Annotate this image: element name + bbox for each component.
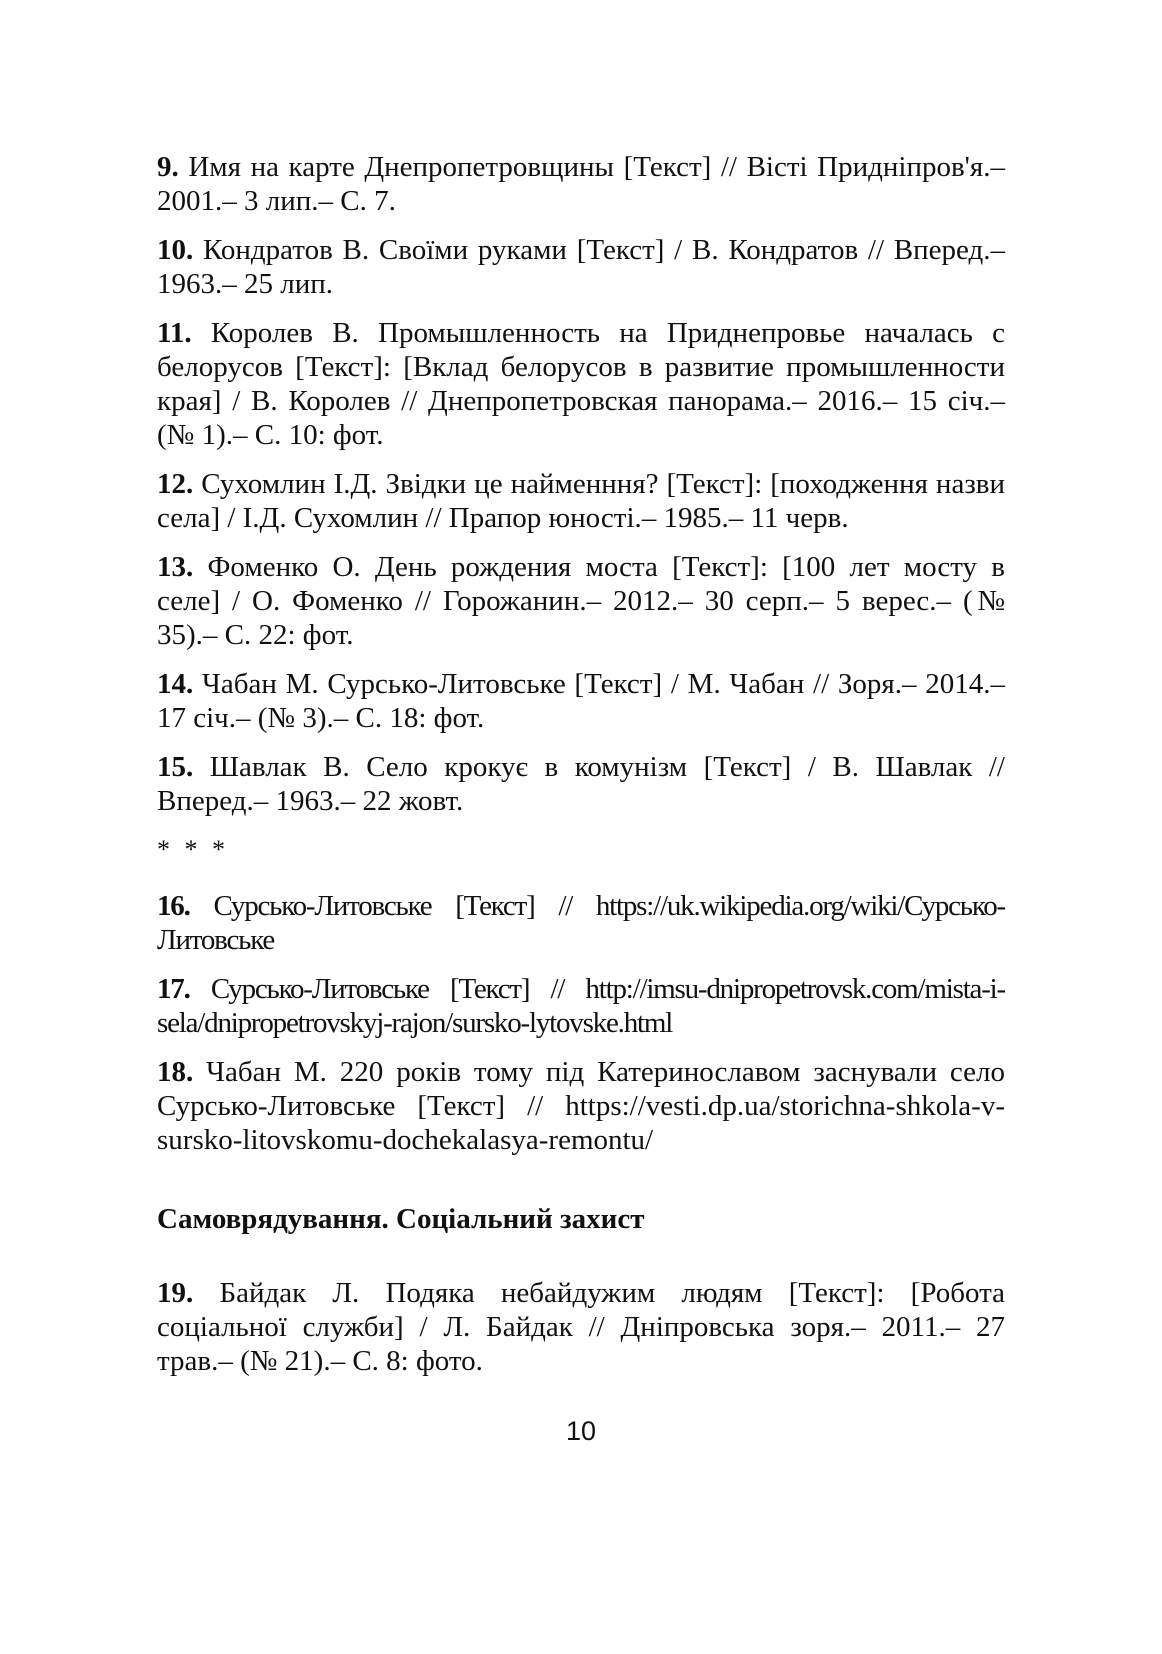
bibliography-entry-16 (157, 889, 1005, 957)
bibliography-entry-9 (157, 150, 1005, 218)
bibliography-entry-15 (157, 750, 1005, 818)
section-separator: * * * (157, 835, 229, 864)
entry-number: 13. (157, 551, 194, 583)
entry-number: 12. (157, 468, 194, 500)
entry-number: 10. (157, 234, 194, 266)
page-number: 10 (565, 1416, 597, 1446)
entry-text: Шавлак В. Село крокує в комунізм [Текст] / В. Шавлак // Вперед.– 1963.– 22 жовт. (157, 751, 1005, 817)
bibliography-entry-10 (157, 233, 1005, 301)
entry-text: Байдак Л. Подяка небайдужим людям [Текст]: [Робота соціальної служби] / Л. Байдак // Дніпровська зоря.– 2011.– 27 трав.– (№ 21).– С. 8: фото. (157, 1277, 1005, 1377)
entry-text: Имя на карте Днепропетровщины [Текст] // Вісті Придніпров'я.– 2001.– 3 лип.– С. 7. (157, 151, 1005, 217)
bibliography-entry-12 (157, 467, 1005, 535)
entry-text: Сурсько-Литовське [Текст] // http://imsu-dnipropetrovsk.com/mista-i-sela/dnipropetrovskyj-rajon/sursko-lytovske.html (157, 973, 1005, 1039)
entry-number: 16. (157, 890, 190, 922)
section-heading: Самоврядування. Соціальний захист (157, 1203, 645, 1235)
bibliography-entry-18 (157, 1055, 1005, 1157)
entry-number: 14. (157, 668, 194, 700)
entry-number: 19. (157, 1277, 194, 1309)
entry-number: 17. (157, 973, 190, 1005)
entry-text: Королев В. Промышленность на Приднепровье началась с белорусов [Текст]: [Вклад белорусов в развитие промышленности края] / В. Королев // Днепропетровская панорама.– 2016.– 15 січ.– (№ 1).– С. 10: фот. (157, 317, 1005, 451)
bibliography-entry-11 (157, 316, 1005, 452)
bibliography-entry-13 (157, 550, 1005, 652)
entry-text: Сухомлин І.Д. Звідки це найменння? [Текст]: [походження назви села] / І.Д. Сухомлин // Прапор юності.– 1985.– 11 черв. (157, 468, 1005, 534)
entry-number: 18. (157, 1056, 194, 1088)
entry-text: Чабан М. Сурсько-Литовське [Текст] / М. Чабан // Зоря.– 2014.– 17 січ.– (№ 3).– С. 18: фот. (157, 668, 1005, 734)
entry-text: Фоменко О. День рождения моста [Текст]: [100 лет мосту в селе] / О. Фоменко // Горожанин.– 2012.– 30 серп.– 5 верес.– (№ 35).– С. 22: фот. (157, 551, 1005, 651)
bibliography-entry-17 (157, 972, 1005, 1040)
entry-text: Кондратов В. Своїми руками [Текст] / В. Кондратов // Вперед.– 1963.– 25 лип. (157, 234, 1005, 300)
entry-number: 9. (157, 151, 179, 183)
entry-number: 11. (157, 317, 192, 349)
entry-text: Чабан М. 220 років тому під Катеринославом заснували село Сурсько-Литовське [Текст] // https://vesti.dp.ua/storichna-shkola-v-sursko-litovskomu-dochekalasya-remontu/ (157, 1056, 1005, 1156)
entry-number: 15. (157, 751, 194, 783)
bibliography-entry-14 (157, 667, 1005, 735)
bibliography-entry-19 (157, 1276, 1005, 1378)
bibliography-page (157, 150, 1005, 1393)
entry-text: Сурсько-Литовське [Текст] // https://uk.wikipedia.org/wiki/Сурсько-Литовське (157, 890, 1005, 956)
